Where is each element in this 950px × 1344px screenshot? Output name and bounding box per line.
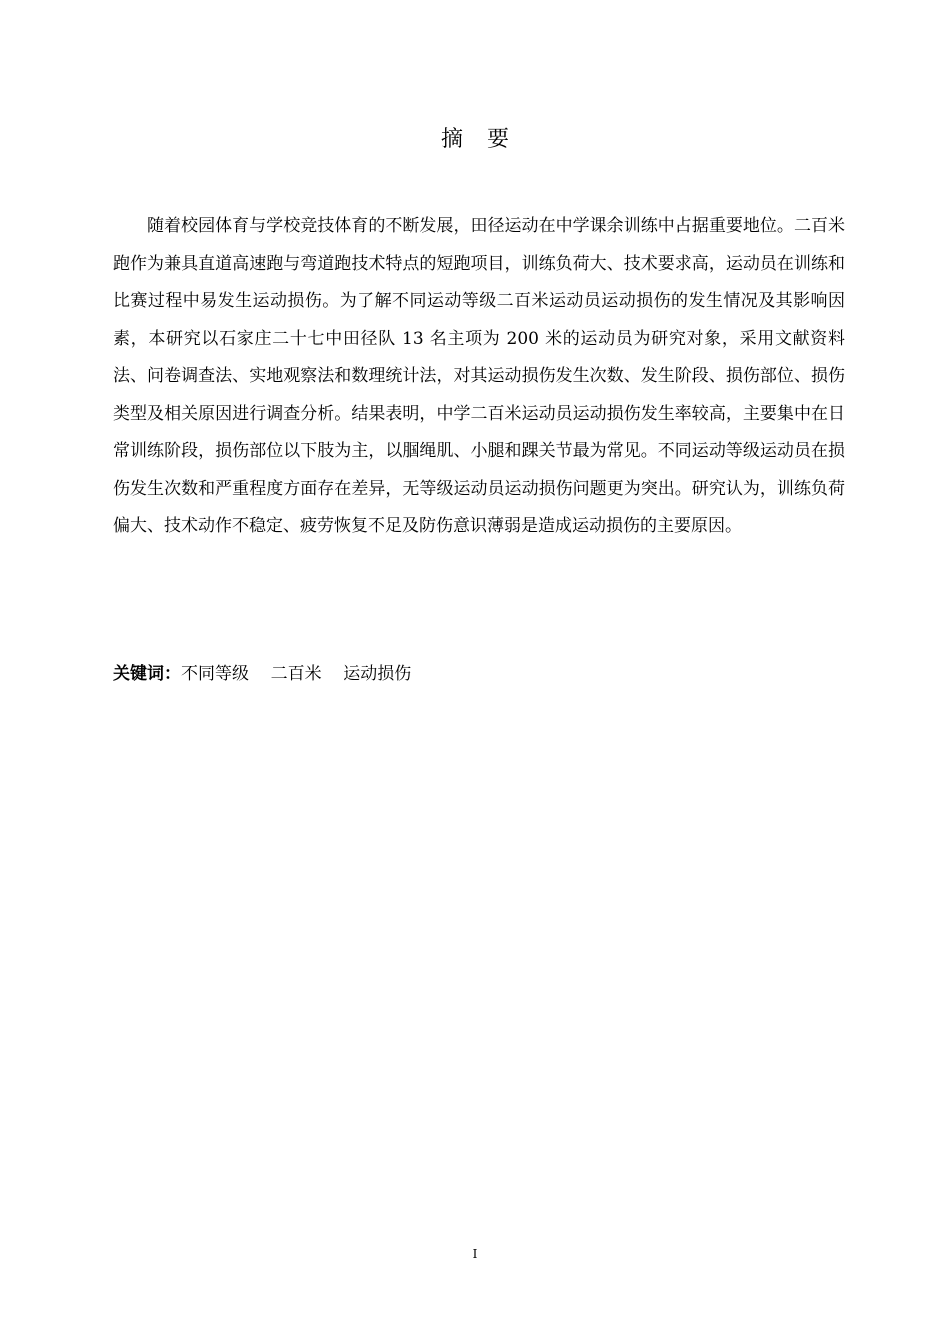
page-number: I bbox=[472, 1247, 478, 1261]
keywords-line bbox=[113, 658, 845, 690]
keywords-list: 不同等级 二百米 运动损伤 bbox=[181, 664, 412, 684]
abstract-title: 摘要 bbox=[440, 127, 533, 152]
keywords-label: 关键词： bbox=[113, 664, 181, 684]
abstract-paragraph: 随着校园体育与学校竞技体育的不断发展，田径运动在中学课余训练中占据重要地位。二百米跑作为兼具直道高速跑与弯道跑技术特点的短跑项目，训练负荷大、技术要求高，运动员在训练和比赛过程中易发生运动损伤。为了解不同运动等级二百米运动员运动损伤的发生情况及其影响因素，本研究以石家庄二十七中田径队 13 名主项为 200 米的运动员为研究对象，采用文献资料法、问卷调查法、实地观察法和数理统计法，对其运动损伤发生次数、发生阶段、损伤部位、损伤类型及相关原因进行调查分析。结果表明，中学二百米运动员运动损伤发生率较高，主要集中在日常训练阶段，损伤部位以下肢为主，以腘绳肌、小腿和踝关节最为常见。不同运动等级运动员在损伤发生次数和严重程度方面存在差异，无等级运动员运动损伤问题更为突出。研究认为，训练负荷偏大、技术动作不稳定、疲劳恢复不足及防伤意识薄弱是造成运动损伤的主要原因。 bbox=[113, 216, 845, 536]
